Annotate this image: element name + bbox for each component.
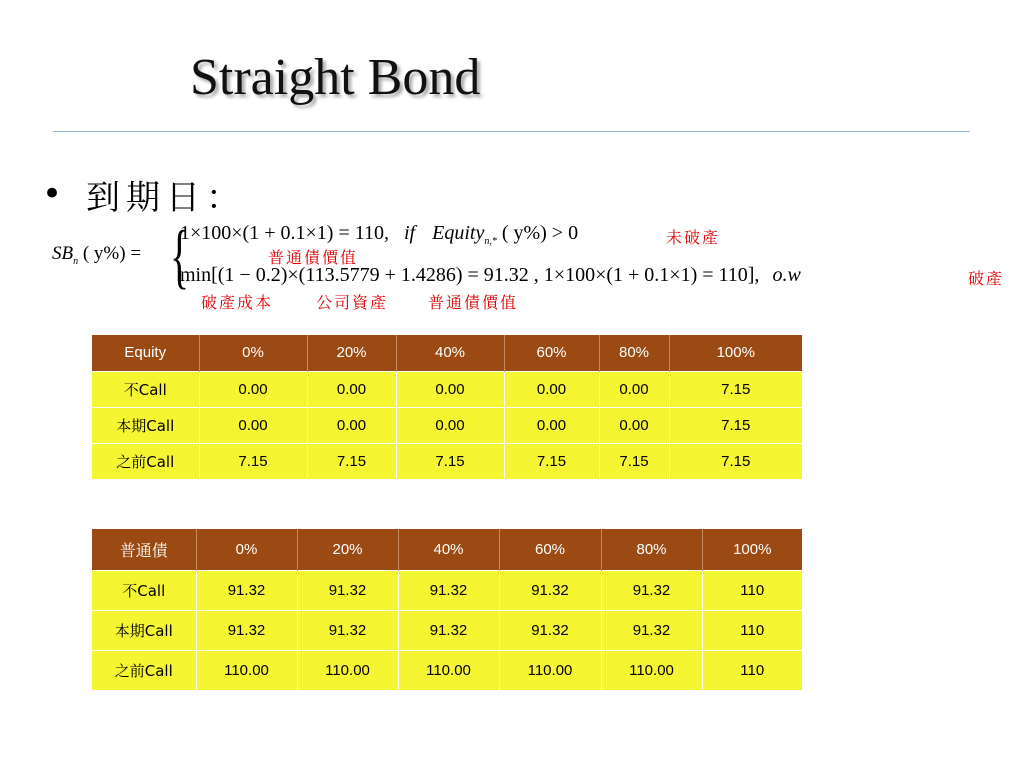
row-label: 之前Call [92,443,199,479]
table-cell: 91.32 [196,570,297,610]
formula-line2-ow: o.w [772,264,801,286]
table-cell: 91.32 [499,570,601,610]
table-cell: 0.00 [199,371,307,407]
table-header-cell: 40% [398,529,499,570]
table-header-cell: 100% [702,529,802,570]
table-cell: 110.00 [601,650,702,690]
formula-line1 [180,222,578,247]
table-cell: 7.15 [307,443,396,479]
table-cell: 0.00 [307,371,396,407]
table-header-cell: 40% [396,335,504,371]
formula-lhs-sub: n [73,255,79,267]
equity-table [92,335,802,479]
table-header-cell: 0% [196,529,297,570]
table-cell: 0.00 [504,371,599,407]
table-cell: 110.00 [297,650,398,690]
row-label: 本期Call [92,610,196,650]
table-cell: 0.00 [504,407,599,443]
formula-lhs-sb: SB [52,243,74,264]
bullet-dot: • [42,174,63,214]
table-cell: 7.15 [199,443,307,479]
table-cell: 0.00 [396,371,504,407]
formula-line1-equity-sub: n,* [484,236,497,247]
straight-bond-table [92,529,802,690]
formula-lhs [52,243,141,267]
table-cell: 7.15 [396,443,504,479]
annotation-not-bankrupt: 未破產 [666,228,721,247]
table-header-cell: 80% [601,529,702,570]
table-cell: 0.00 [599,371,669,407]
table-cell: 0.00 [396,407,504,443]
straight-bond-table-header-row [92,529,802,570]
table-header-cell: Equity [92,335,199,371]
table-header-cell: 60% [504,335,599,371]
table-header-cell: 100% [669,335,802,371]
equity-table-header-row [92,335,802,371]
formula-line1-if: if [403,222,416,244]
table-cell: 91.32 [398,570,499,610]
annotation-company-assets: 公司資產 [316,293,389,312]
annotation-bankruptcy-cost: 破產成本 [201,293,274,312]
table-cell: 0.00 [199,407,307,443]
table-row [92,407,802,443]
formula-lhs-rest: ( y%) = [82,243,142,264]
annotation-straight-bond-value-bottom: 普通債價值 [428,293,519,312]
table-header-cell: 20% [307,335,396,371]
table-cell: 110.00 [196,650,297,690]
table-cell: 7.15 [669,407,802,443]
row-label: 不Call [92,371,199,407]
row-label: 本期Call [92,407,199,443]
annotation-bankrupt: 破產 [968,269,1005,288]
table-row [92,650,802,690]
table-cell: 0.00 [599,407,669,443]
formula-line1-cond: ( y%) > 0 [501,222,579,244]
table-cell: 7.15 [669,443,802,479]
slide-title: Straight Bond [190,49,481,106]
table-cell: 91.32 [601,610,702,650]
formula-line1-expr: 1×100×(1 + 0.1×1) = 110, [180,222,389,244]
table-cell: 7.15 [669,371,802,407]
table-cell: 91.32 [297,570,398,610]
table-cell: 110 [702,570,802,610]
table-cell: 7.15 [504,443,599,479]
table-cell: 110 [702,610,802,650]
table-header-cell: 0% [199,335,307,371]
title-divider [53,131,970,132]
row-label: 之前Call [92,650,196,690]
table-cell: 91.32 [297,610,398,650]
table-cell: 7.15 [599,443,669,479]
table-row [92,371,802,407]
table-cell: 0.00 [307,407,396,443]
table-cell: 110.00 [398,650,499,690]
table-cell: 110.00 [499,650,601,690]
table-header-cell: 20% [297,529,398,570]
formula-brace: { [170,216,190,296]
bullet-text: 到期日： [86,178,246,218]
table-row [92,443,802,479]
table-cell: 91.32 [601,570,702,610]
table-row [92,610,802,650]
table-header-cell: 80% [599,335,669,371]
formula-line1-equity: Equity [432,222,485,244]
table-cell: 91.32 [398,610,499,650]
table-cell: 91.32 [196,610,297,650]
table-header-cell: 普通債 [92,529,196,570]
table-header-cell: 60% [499,529,601,570]
row-label: 不Call [92,570,196,610]
formula-line2-expr: min[(1 − 0.2)×(113.5779 + 1.4286) = 91.32 , 1×100×(1 + 0.1×1) = 110], [180,264,760,286]
annotation-straight-bond-value-top: 普通債價值 [268,248,359,267]
table-row [92,570,802,610]
table-cell: 91.32 [499,610,601,650]
table-cell: 110 [702,650,802,690]
